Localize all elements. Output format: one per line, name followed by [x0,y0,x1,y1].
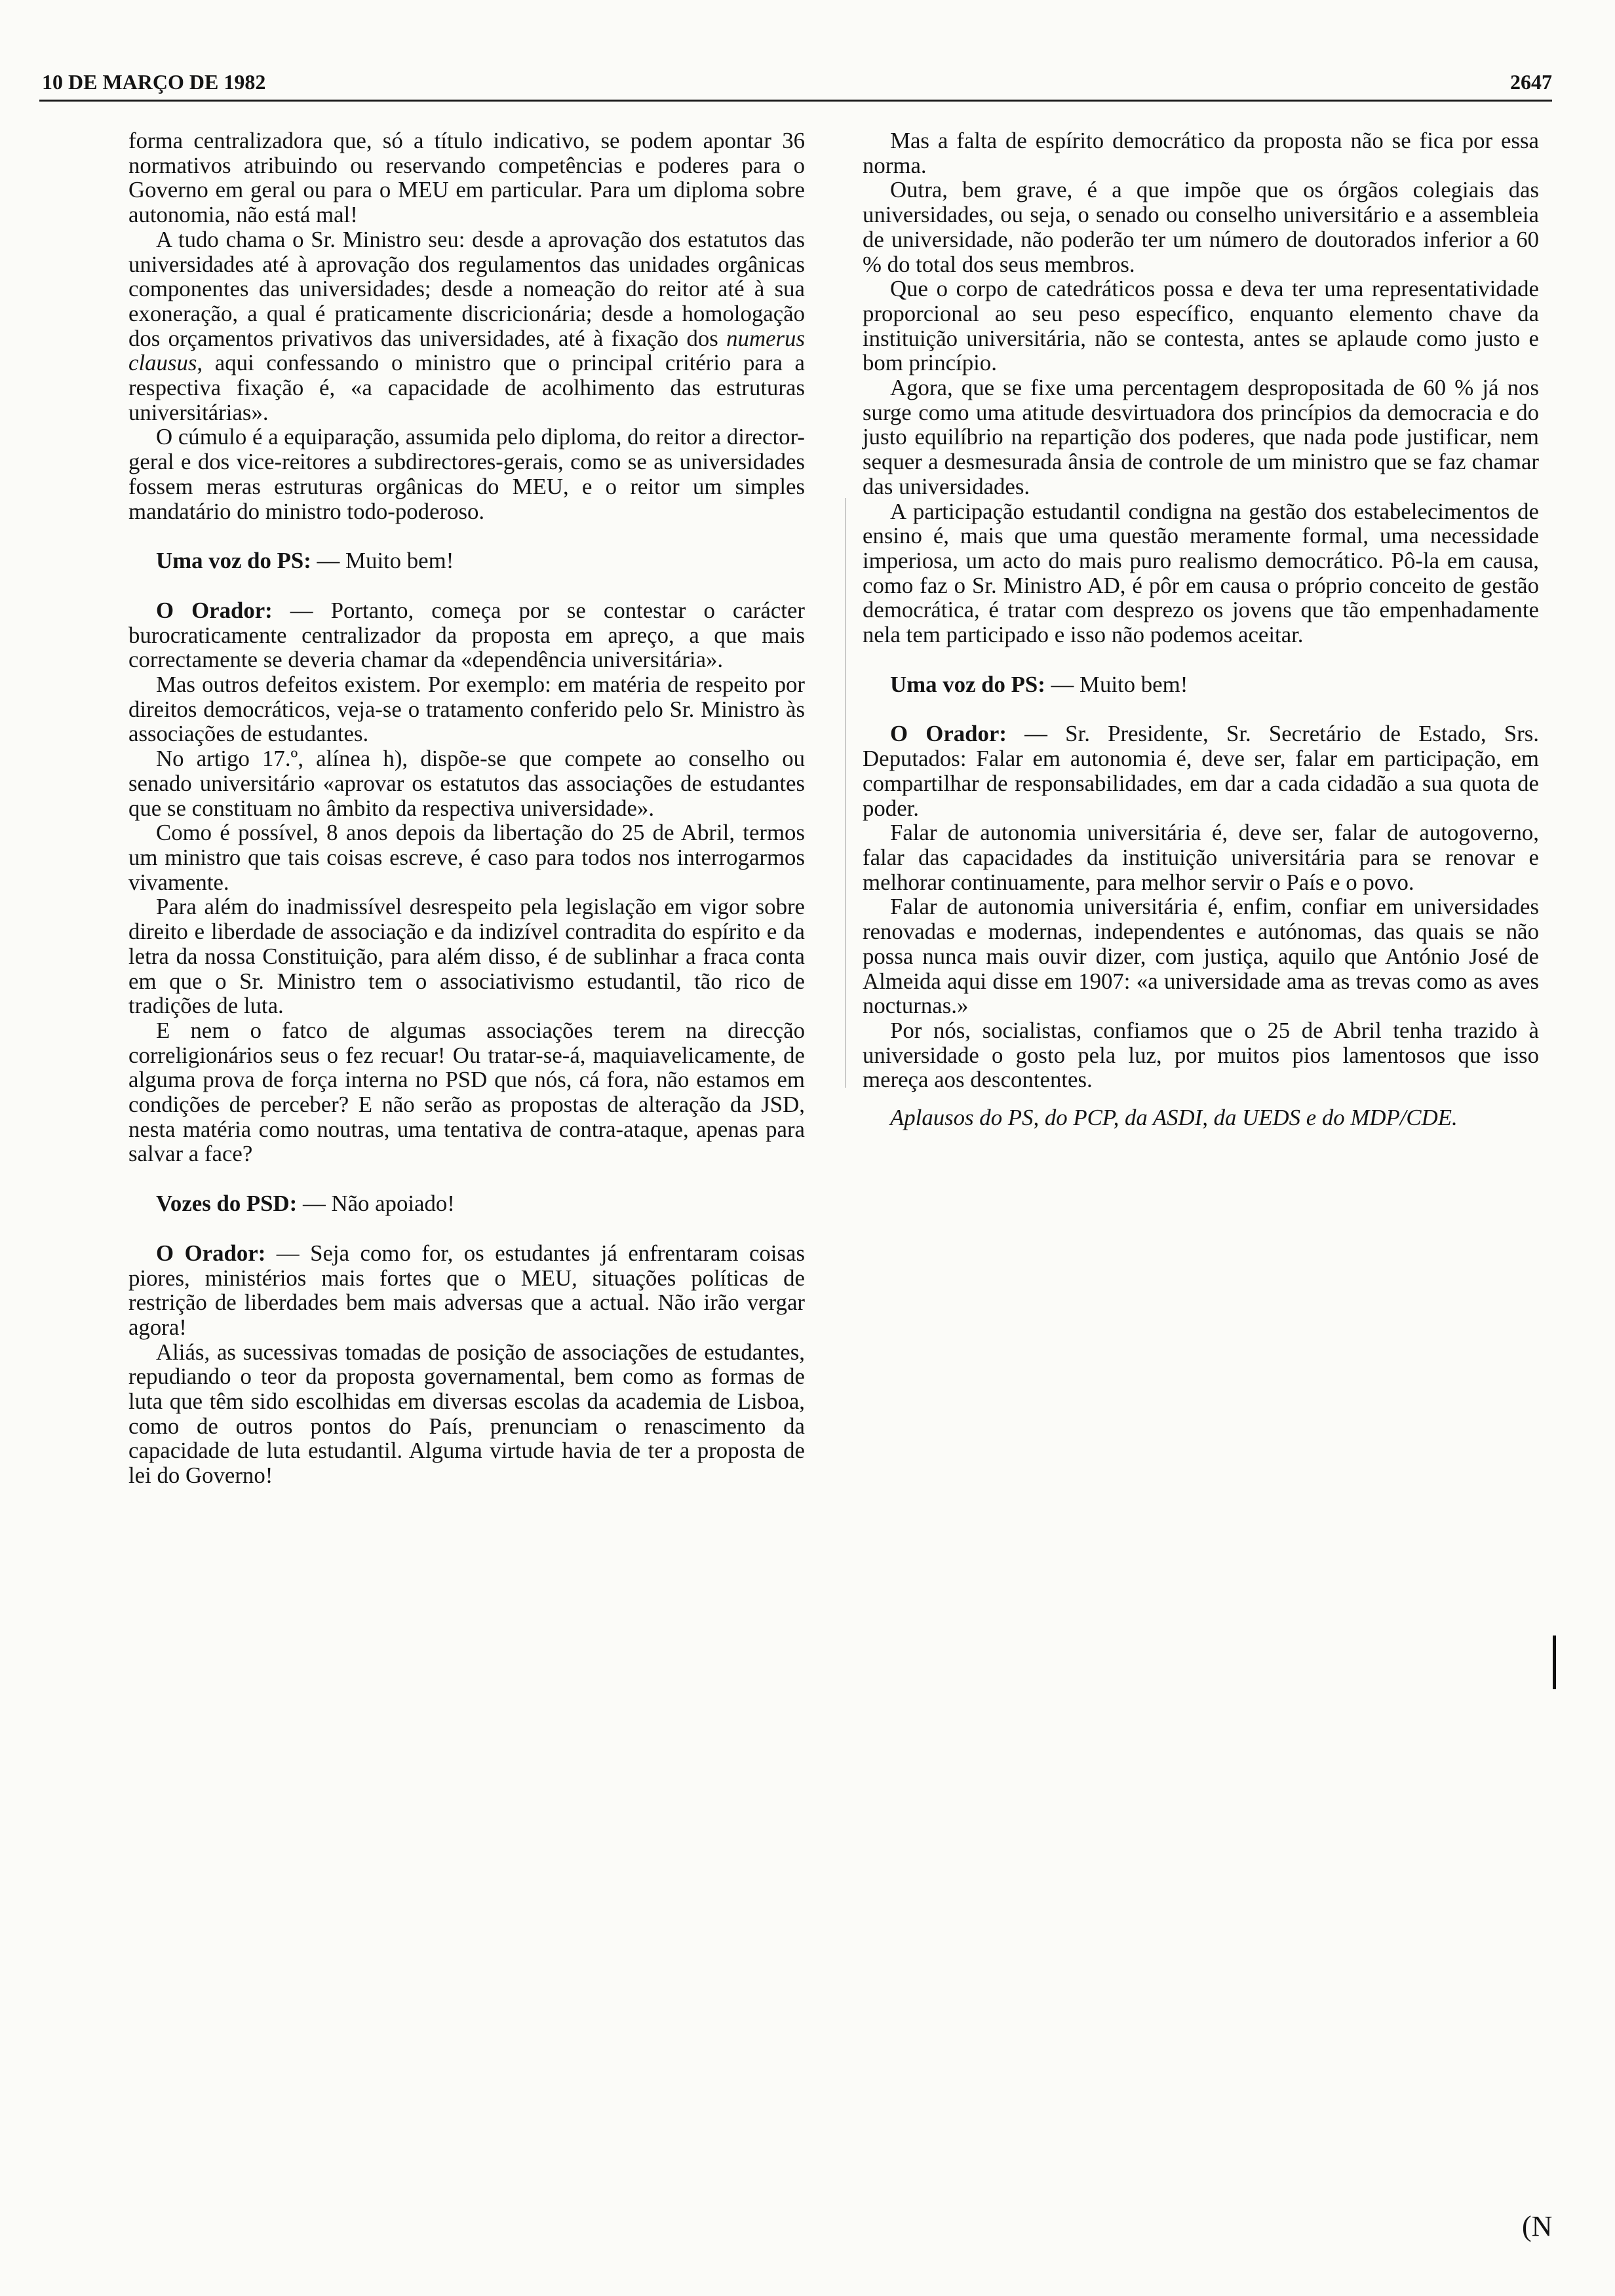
paragraph-text: Agora, que se fixe uma percentagem despropositada de 60 % já nos surge como uma atitude desvirtuadora dos princípios da democracia e do justo equilíbrio na repartição dos poderes, que nada pode justificar, nem sequer a desmesurada ânsia de controle de um ministro que se faz chamar das universidades. [863,375,1539,499]
margin-mark [1553,1636,1556,1689]
paragraph [863,894,1539,1018]
paragraph-text: Falar de autonomia universitária é, enfim, confiar em universidades renovadas e modernas, independentes e autónomas, das quais se não possa nunca mais ouvir dizer, com justiça, aquilo que António José de Almeida aqui disse em 1907: «a universidade ama as trevas como as aves nocturnas.» [863,894,1539,1019]
paragraph [128,425,805,524]
paragraph [128,672,805,746]
speech-text: — Seja como for, os estudantes já enfrentaram coisas piores, ministérios mais fortes que o MEU, situações políticas de restrição de liberdades bem mais adversas que a actual. Não irão vergar agora! [128,1240,805,1340]
paragraph-text: No artigo 17.º, alínea h), dispõe-se que compete ao conselho ou senado universitário «aprovar os estatutos das associações de estudantes que se constituam no âmbito da respectiva universidade». [128,746,805,821]
speech-text: — Portanto, começa por se contestar o carácter burocraticamente centralizador da proposta em apreço, a que mais correctamente se deveria chamar da «dependência universitária». [128,597,805,673]
speech-text: — Não apoiado! [297,1191,455,1217]
left-column [128,128,805,1488]
paragraph-text: Como é possível, 8 anos depois da libertação do 25 de Abril, termos um ministro que tais coisas escreve, é caso para todos nos interrogarmos vivamente. [128,820,805,895]
paragraph-text: Mas outros defeitos existem. Por exemplo: em matéria de respeito por direitos democráticos, veja-se o tratamento conferido pelo Sr. Ministro às associações de estudantes. [128,672,805,747]
paragraph-text: A participação estudantil condigna na gestão dos estabelecimentos de ensino é, mais que uma questão meramente formal, uma necessidade imperiosa, um acto do mais puro realismo democrático. Pô-la em causa, como faz o Sr. Ministro AD, é pôr em causa o próprio conceito de gestão democrática, é tratar com desprezo os jovens que tão empenhadamente nela tem participado e isso não podemos aceitar. [863,498,1539,648]
speaker-label: Vozes do PSD: [156,1191,298,1217]
paragraph [863,128,1539,178]
paragraph [863,277,1539,375]
paragraph [128,1340,805,1488]
paragraph-text: O cúmulo é a equiparação, assumida pelo diploma, do reitor a director-geral e dos vice-reitores a subdirectores-gerais, como se as universidades fossem meras estruturas orgânicas do MEU, e o reitor um simples mandatário do ministro todo-poderoso. [128,424,805,524]
speaker-label: O Orador: [890,721,1007,747]
speaker-label: Uma voz do PS: [156,548,311,574]
paragraph-text: forma centralizadora que, só a título indicativo, se podem apontar 36 normativos atribuindo ou reservando competências e poderes para o Governo em geral ou para o MEU em particular. Para um diploma sobre autonomia, não está mal! [128,128,805,228]
interjection [128,1191,805,1216]
column-divider [845,498,846,1088]
paragraph [128,128,805,227]
paragraph [128,227,805,425]
right-column [863,128,1539,1130]
paragraph [128,1018,805,1166]
paragraph-text: Mas a falta de espírito democrático da proposta não se fica por essa norma. [863,128,1539,178]
speaker-paragraph [128,1241,805,1340]
paragraph-text: Aliás, as sucessivas tomadas de posição de associações de estudantes, repudiando o teor da proposta governamental, bem como as formas de luta que têm sido escolhidas em diversas escolas da academia de Lisboa, como de outros pontos do País, prenunciam o renascimento da capacidade de luta estudantil. Alguma virtude havia de ter a proposta de lei do Governo! [128,1339,805,1489]
paragraph [863,499,1539,647]
paragraph-text: Que o corpo de catedráticos possa e deva ter uma representatividade proporcional ao seu peso específico, enquanto elemento chave da instituição universitária, não se contesta, antes se aplaude como justo e bom princípio. [863,276,1539,376]
page-number: 2647 [1510,70,1552,94]
interjection [863,672,1539,697]
speaker-label: Uma voz do PS: [890,671,1045,697]
paragraph-text: Falar de autonomia universitária é, deve ser, falar de autogoverno, falar das capacidades da instituição universitária para se renovar e melhorar continuamente, para melhor servir o País e o povo. [863,820,1539,895]
paragraph-text: Por nós, socialistas, confiamos que o 25 de Abril tenha trazido à universidade o gosto pela luz, por muitos pios lamentosos que isso mereça aos descontentes. [863,1017,1539,1093]
paragraph-text: E nem o fatco de algumas associações terem na direcção correligionários seus o fez recuar! Ou tratar-se-á, maquiavelicamente, de alguma prova de força interna no PSD que nós, cá fora, não estamos em condições de perceber? E não serão as propostas de alteração da JSD, nesta matéria como noutras, uma tentativa de contra-ataque, apenas para salvar a face? [128,1017,805,1167]
interjection [128,548,805,573]
italic-term: numerus clausus [128,325,805,376]
header-date: 10 DE MARÇO DE 1982 [42,70,266,94]
page-header [39,63,1552,102]
paragraph-text: , aqui confessando o ministro que o principal critério para a respectiva fixação é, «a capacidade de acolhimento das estruturas universitárias». [128,350,805,425]
paragraph-text: Para além do inadmissível desrespeito pela legislação em vigor sobre direito e liberdade de associação e da indizível contradita do espírito e da letra da nossa Constituição, para além disso, é de sublinhar a fraca conta em que o Sr. Ministro tem o associativismo estudantil, tão rico de tradições de luta. [128,894,805,1019]
speech-text: — Muito bem! [311,548,454,574]
speaker-label: O Orador: [156,1240,266,1266]
paragraph [128,894,805,1018]
paragraph [863,1018,1539,1092]
paragraph [863,178,1539,277]
speaker-paragraph [863,721,1539,820]
speech-text: — Muito bem! [1045,671,1188,697]
paragraph-text: Outra, bem grave, é a que impõe que os órgãos colegiais das universidades, ou seja, o senado ou conselho universitário e a assembleia de universidade, não poderão ter um número de doutorados inferior a 60 % do total dos seus membros. [863,177,1539,277]
paragraph [863,820,1539,894]
paragraph [128,820,805,894]
footer-mark: (N [1522,2210,1553,2242]
paragraph [128,746,805,820]
speaker-paragraph [128,598,805,672]
speech-text: — Sr. Presidente, Sr. Secretário de Estado, Srs. Deputados: Falar em autonomia é, deve ser, falar em participação, em compartilhar de responsabilidades, em dar a cada cidadão a sua quota de poder. [863,721,1539,821]
applause-note: Aplausos do PS, do PCP, da ASDI, da UEDS e do MDP/CDE. [890,1105,1458,1131]
paragraph [863,375,1539,499]
speaker-label: O Orador: [156,597,273,623]
paragraph-text: A tudo chama o Sr. Ministro seu: desde a aprovação dos estatutos das universidades até à aprovação dos regulamentos das unidades orgânicas componentes das universidades; desde a nomeação do reitor até à sua exoneração, a qual é praticamente discricionária; desde a homologação dos orçamentos privativos das universidades, até à fixação dos [128,226,805,351]
